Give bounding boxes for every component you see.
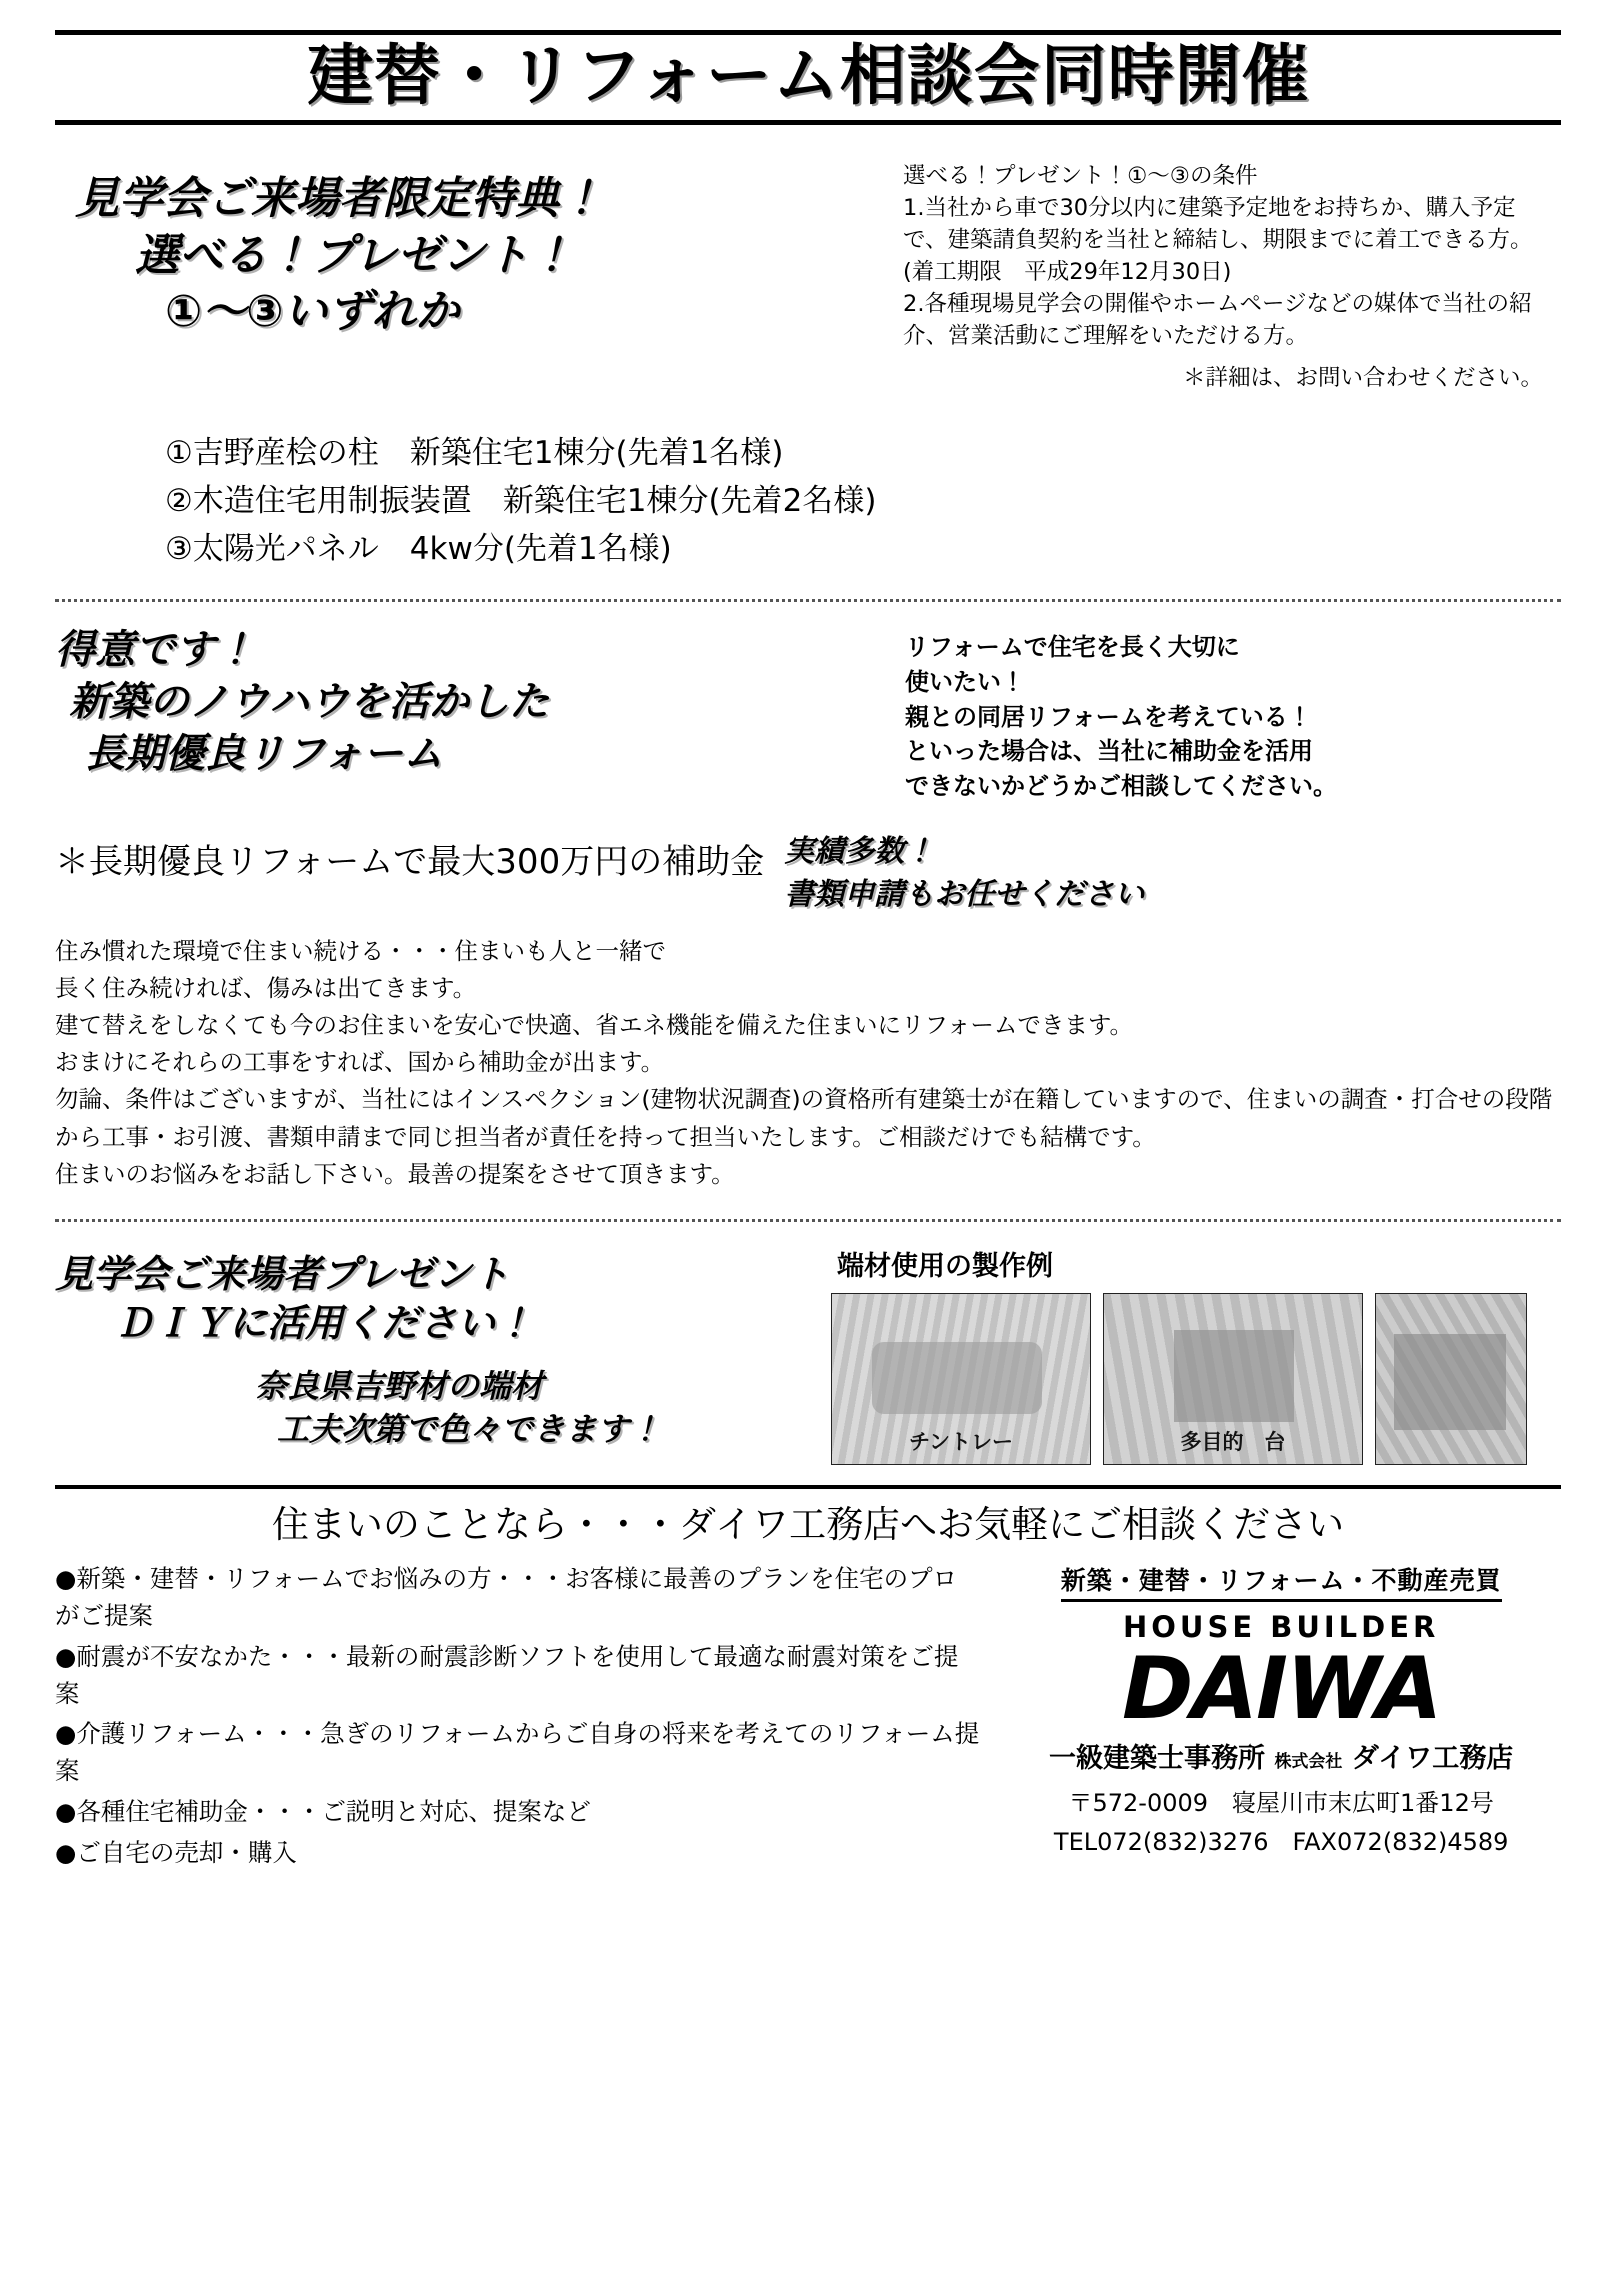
prize-item-2: ②木造住宅用制振装置 新築住宅1棟分(先着2名様) [165, 482, 877, 519]
bullet-5: ●ご自宅の売却・購入 [55, 1837, 297, 1867]
reform-body-copy [55, 933, 1561, 1193]
license-right: ダイワ工務店 [1351, 1743, 1514, 1775]
photo-row [831, 1293, 1531, 1465]
photo-caption-2: 多目的 台 [1180, 1429, 1286, 1454]
company-license-line [1001, 1736, 1561, 1775]
photo-shape [872, 1342, 1042, 1414]
company-tagline: 新築・建替・リフォーム・不動産売買 [1061, 1561, 1502, 1602]
divider-3 [55, 1485, 1561, 1489]
company-tel: TEL072(832)3276 FAX072(832)4589 [1053, 1828, 1509, 1857]
reform-side-line-2: 使いたい！ [905, 667, 1025, 696]
divider-2 [55, 1219, 1561, 1222]
divider-1 [55, 599, 1561, 602]
body-line-3: 建て替えをしなくても今のお住まいを安心で快適、省エネ機能を備えた住まいにリフォームできます。 [55, 1011, 1133, 1040]
benefits-headline-block [55, 153, 885, 340]
body-line-5: 勿論、条件はございますが、当社にはインスペクション(建物状況調査)の資格所有建築士が在籍していますので、住まいの調査・打合せの段階から工事・お引渡、書類申請まで同じ担当者が責任を持って担当いたします。ご相談だけでも結構です。 [55, 1085, 1553, 1151]
reform-headline-3: 長期優良リフォーム [85, 731, 443, 777]
subsidy-row [55, 830, 1561, 917]
reform-headline-2: 新築のノウハウを活かした [69, 679, 549, 725]
photo-box [1375, 1293, 1527, 1465]
conditions-block [903, 153, 1553, 395]
company-logo: DAIWA [1122, 1639, 1441, 1740]
bullet-3: ●介護リフォーム・・・急ぎのリフォームからご自身の将来を考えてのリフォーム提案 [55, 1719, 980, 1785]
body-line-2: 長く住み続ければ、傷みは出てきます。 [55, 974, 477, 1003]
reform-side-line-5: できないかどうかご相談してください。 [905, 772, 1337, 801]
subsidy-stamp [778, 830, 1144, 917]
photo-stand [1103, 1293, 1363, 1465]
condition-item-2: 2.各種現場見学会の開催やホームページなどの媒体で当社の紹介、営業活動にご理解をいただける方。 [903, 291, 1532, 349]
present-headline-1: 見学会ご来場者プレゼント [55, 1251, 510, 1296]
reform-side-line-1: リフォームで住宅を長く大切に [905, 633, 1240, 661]
present-text-block [55, 1244, 815, 1451]
stamp-line-2: 書類申請もお任せください [784, 877, 1145, 913]
photo-shape [1394, 1334, 1506, 1430]
photo-tray [831, 1293, 1091, 1465]
body-line-6: 住まいのお悩みをお話し下さい。最善の提案をさせて頂きます。 [55, 1159, 735, 1188]
prize-item-1: ①吉野産桧の柱 新築住宅1棟分(先着1名様) [165, 434, 784, 471]
present-headline-2: ＤＩＹに活用ください！ [115, 1301, 534, 1346]
conditions-title: 選べる！プレゼント！①〜③の条件 [903, 163, 1258, 190]
banner [55, 30, 1561, 125]
photo-block [831, 1244, 1531, 1465]
benefit-headline-3: ①〜③いずれか [165, 285, 460, 337]
benefit-headline-2: 選べる！プレゼント！ [135, 229, 574, 281]
banner-title: 建替・リフォーム相談会同時開催 [307, 37, 1309, 114]
photo-caption-1: チントレー [909, 1429, 1013, 1454]
reform-side-copy [905, 624, 1555, 804]
footer-title: 住まいのことなら・・・ダイワ工務店へお気軽にご相談ください [271, 1502, 1345, 1546]
present-sub-2: 工夫次第で色々できます！ [277, 1409, 662, 1448]
stamp-line-1: 実績多数！ [784, 833, 935, 869]
company-address: 〒572-0009 寝屋川市末広町1番12号 [1068, 1789, 1494, 1818]
subsidy-headline: ＊長期優良リフォームで最大300万円の補助金 [55, 841, 765, 882]
benefit-headline-1: 見学会ご来場者限定特典！ [75, 173, 603, 225]
reform-headline-block [55, 624, 885, 780]
present-sub-1: 奈良県吉野材の端材 [255, 1366, 544, 1405]
footer-body [55, 1561, 1561, 1875]
prize-item-3: ③太陽光パネル 4kw分(先着1名様) [165, 530, 672, 567]
body-line-4: おまけにそれらの工事をすれば、国から補助金が出ます。 [55, 1048, 665, 1077]
service-bullets [55, 1561, 981, 1875]
present-sub-block [55, 1365, 815, 1451]
photo-shape [1174, 1330, 1294, 1422]
prize-list [55, 429, 1561, 573]
bullet-4: ●各種住宅補助金・・・ご説明と対応、提案など [55, 1796, 591, 1826]
reform-side-line-4: といった場合は、当社に補助金を活用 [905, 737, 1313, 766]
section-benefits [55, 153, 1561, 395]
section-reform [55, 624, 1561, 804]
body-line-1: 住み慣れた環境で住まい続ける・・・住まいも人と一緒で [55, 936, 666, 965]
house-builder-label: HOUSE BUILDER [1122, 1610, 1440, 1645]
photos-title: 端材使用の製作例 [837, 1250, 1053, 1282]
license-left: 一級建築士事務所 [1049, 1743, 1266, 1775]
condition-item-1: 1.当社から車で30分以内に建築予定地をお持ちか、購入予定で、建築請負契約を当社と締結し、期限までに着工できる方。(着工期限 平成29年12月30日) [903, 195, 1533, 286]
company-block [1001, 1561, 1561, 1857]
section-present [55, 1244, 1561, 1465]
reform-headline-1: 得意です！ [55, 627, 255, 673]
conditions-note: ＊詳細は、お問い合わせください。 [1182, 364, 1543, 391]
bullet-2: ●耐震が不安なかた・・・最新の耐震診断ソフトを使用して最適な耐震対策をご提案 [55, 1641, 959, 1708]
license-small: 株式会社 [1274, 1752, 1343, 1773]
reform-side-line-3: 親との同居リフォームを考えている！ [905, 702, 1312, 731]
bullet-1: ●新築・建替・リフォームでお悩みの方・・・お客様に最善のプランを住宅のプロがご提案 [55, 1564, 958, 1630]
